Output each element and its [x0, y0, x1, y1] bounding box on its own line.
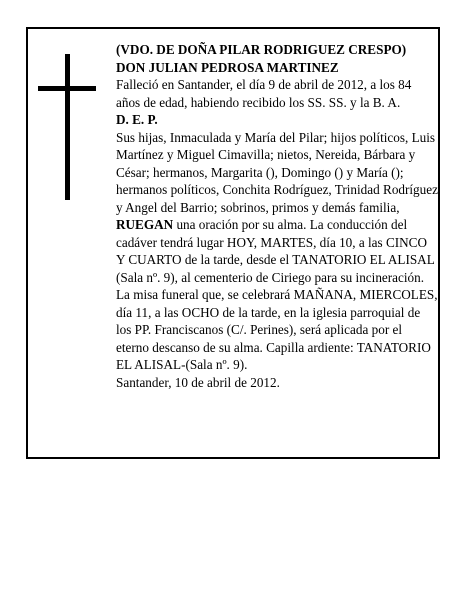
funeral-details-text: una oración por su alma. La conducción del cadáver tendrá lugar HOY, MARTES, día 10, a las CINCO Y CUARTO de la tarde, desde el TANATORIO EL ALISAL (Sala nº. 9), al cementerio de Ciriego para su incineración. La misa funeral que, se celebrará MAÑANA, MIERCOLES, día 11, a las OCHO de la tarde, en la iglesia parroquial de los PP. Franciscanos (C/. Perines), será aplicada por el eterno descanso de su alma. Capilla ardiente: TANATORIO EL ALISAL-(Sala nº. 9).: [116, 217, 438, 372]
notice-text: [116, 41, 438, 391]
cross-horizontal-bar: [38, 86, 96, 91]
death-statement: Falleció en Santander, el día 9 de abril de 2012, a los 84 años de edad, habiendo recibido los SS. SS. y la B. A.: [116, 77, 412, 110]
obituary-notice: [26, 27, 440, 459]
request-word: RUEGAN: [116, 217, 174, 232]
funeral-details: [116, 216, 438, 374]
deceased-name: DON JULIAN PEDROSA MARTINEZ: [116, 59, 339, 75]
widow-line: (VDO. DE DOÑA PILAR RODRIGUEZ CRESPO): [116, 42, 407, 57]
cross-icon: [38, 54, 96, 200]
rip-line: D. E. P.: [116, 112, 158, 127]
cross-vertical-bar: [65, 54, 70, 200]
family-list: Sus hijas, Inmaculada y María del Pilar; hijos políticos, Luis Martínez y Miguel Cimavilla; nietos, Nereida, Bárbara y César; hermanos, Margarita (), Domingo () y María (); hermanos políticos, Conchita Rodríguez, Trinidad Rodríguez y Angel del Barrio; sobrinos, primos y demás familia,: [116, 129, 438, 215]
place-date: Santander, 10 de abril de 2012.: [116, 374, 280, 390]
